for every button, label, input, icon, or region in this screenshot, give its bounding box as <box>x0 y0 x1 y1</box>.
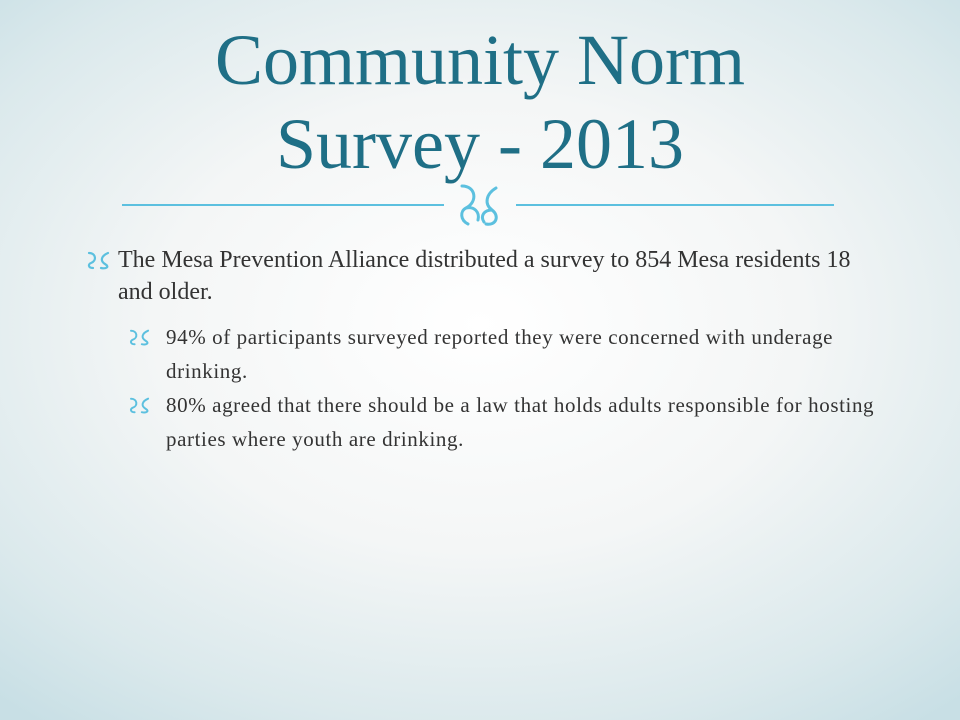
title-line-1: Community Norm <box>214 20 745 100</box>
title-divider-right <box>516 204 834 206</box>
slide-title <box>80 18 880 186</box>
title-line-2: Survey - 2013 <box>276 104 684 184</box>
sub-bullet-text: 94% of participants surveyed reported they were concerned with underage drinking. <box>166 325 834 383</box>
bullet-item <box>86 244 886 308</box>
sub-bullet-item <box>128 320 886 388</box>
sub-bullet-item <box>128 388 886 456</box>
flourish-bullet-icon <box>128 396 152 414</box>
flourish-bullet-icon <box>128 328 152 346</box>
flourish-bullet-icon <box>86 250 112 270</box>
bullet-list <box>86 244 886 456</box>
bullet-text: The Mesa Prevention Alliance distributed a survey to 854 Mesa residents 18 and older. <box>118 247 851 305</box>
title-divider-left <box>122 204 444 206</box>
flourish-icon <box>456 180 506 230</box>
sub-bullet-text: 80% agreed that there should be a law that holds adults responsible for hosting parties where youth are drinking. <box>166 393 875 451</box>
